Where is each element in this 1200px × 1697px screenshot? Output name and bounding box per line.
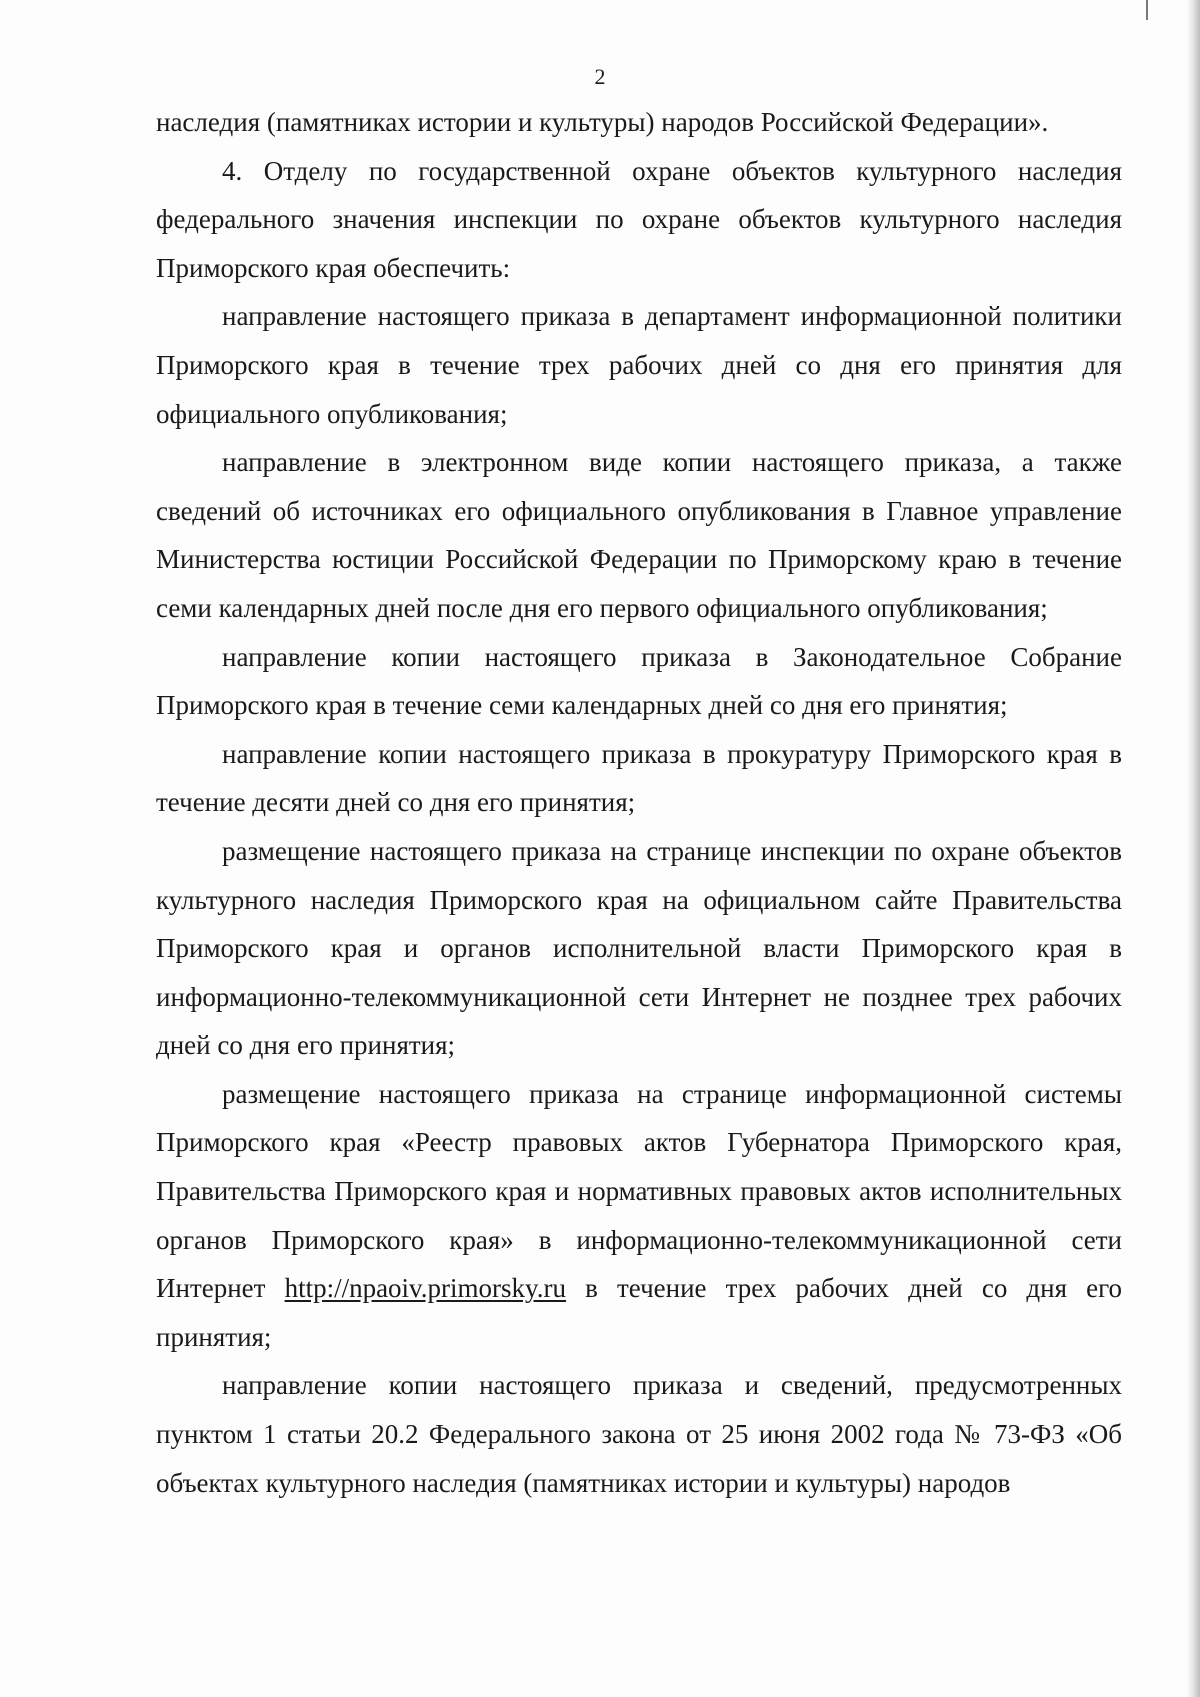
paragraph-publication-direction: направление настоящего приказа в департамент информационной политики Приморского края в течение трех рабочих дней со дня его принятия для официального опубликования;: [156, 301, 1122, 429]
scan-mark: [1146, 0, 1148, 20]
paragraph-continuation: наследия (памятниках истории и культуры) народов Российской Федерации».: [156, 107, 1049, 137]
paragraph-copy-and-information: направление копии настоящего приказа и сведений, предусмотренных пунктом 1 статьи 20.2 Федерального закона от 25 июня 2002 года № 73-ФЗ «Об объектах культурного наследия (памятниках истории и культуры) народов: [156, 1370, 1122, 1498]
scan-edge: [1186, 0, 1200, 1697]
paragraph-official-site: размещение настоящего приказа на странице инспекции по охране объектов культурного наследия Приморского края на официальном сайте Правительства Приморского края и органов исполнительной власти Приморского края в информационно-телекоммуникационной сети Интернет не позднее трех рабочих дней со дня его принятия;: [156, 835, 1122, 1061]
registry-text-before: размещение настоящего приказа на странице информационной системы Приморского края «Реестр правовых актов Губернатора Приморского края, Правительства Приморского края и нормативных правовых актов исполнительных органов Приморского края» в информационно-телекоммуникационной сети Интернет: [156, 1078, 1122, 1304]
paragraph-legislative-assembly: направление копии настоящего приказа в Законодательное Собрание Приморского края в течение семи календарных дней со дня его принятия;: [156, 641, 1122, 721]
paragraph-item-4: 4. Отделу по государственной охране объектов культурного наследия федерального значения инспекции по охране объектов культурного наследия Приморского края обеспечить:: [156, 155, 1122, 283]
registry-link[interactable]: http://npaoiv.primorsky.ru: [284, 1273, 567, 1304]
paragraph-legal-acts-registry: [156, 1070, 1122, 1362]
paragraph-ministry-of-justice: направление в электронном виде копии настоящего приказа, а также сведений об источниках его официального опубликования в Главное управление Министерства юстиции Российской Федерации по Приморскому краю в течение семи календарных дней после дня его первого официального опубликования;: [156, 447, 1122, 623]
registry-text-after: в течение трех рабочих дней со дня его принятия;: [156, 1273, 1122, 1352]
paragraph-prosecutor: направление копии настоящего приказа в прокуратуру Приморского края в течение десяти дней со дня его принятия;: [156, 738, 1122, 818]
page-number: 2: [594, 64, 606, 89]
document-body: [156, 98, 1122, 1507]
